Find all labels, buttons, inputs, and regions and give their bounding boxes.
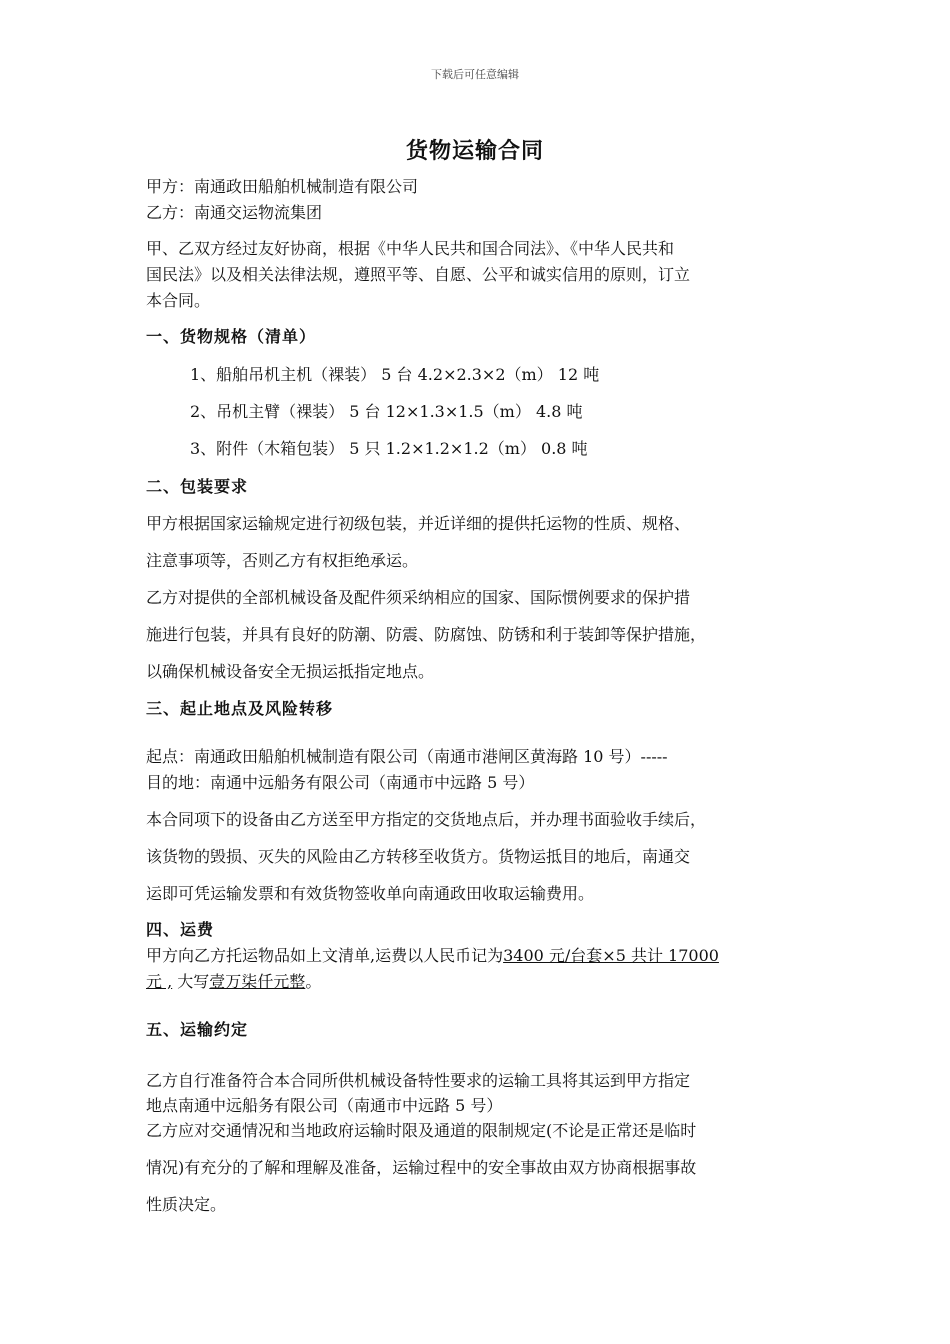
risk-line: 该货物的毁损、灭失的风险由乙方转移至收货方。货物运抵目的地后，南通交 xyxy=(146,847,691,866)
goods-item: 2、吊机主臂（裸装） 5 台 12×1.3×1.5（m） 4.8 吨 xyxy=(190,402,583,421)
transport-line: 性质决定。 xyxy=(146,1195,227,1214)
location-line: 起点：南通政田船舶机械制造有限公司（南通市港闸区黄海路 10 号）----- xyxy=(146,747,668,766)
transport-line: 地点南通中远船务有限公司（南通市中远路 5 号） xyxy=(146,1096,503,1115)
freight-line xyxy=(146,970,321,994)
freight-text: 甲方向乙方托运物品如上文清单,运费以人民币记为 xyxy=(146,946,504,965)
page-header: 下载后可任意编辑 xyxy=(431,68,519,81)
packaging-line: 甲方根据国家运输规定进行初级包装，并近详细的提供托运物的性质、规格、 xyxy=(146,514,691,533)
section-heading-transport: 五、运输约定 xyxy=(146,1020,249,1039)
transport-line: 情况)有充分的了解和理解及准备，运输过程中的安全事故由双方协商根据事故 xyxy=(146,1158,697,1177)
party-a: 甲方：南通政田船舶机械制造有限公司 xyxy=(146,177,419,196)
goods-item: 3、附件（木箱包装） 5 只 1.2×1.2×1.2（m） 0.8 吨 xyxy=(190,439,588,458)
freight-text: 大写 xyxy=(177,972,210,991)
section-heading-packaging: 二、包装要求 xyxy=(146,477,249,496)
transport-line: 乙方自行准备符合本合同所供机械设备特性要求的运输工具将其运到甲方指定 xyxy=(146,1071,691,1090)
party-b: 乙方：南通交运物流集团 xyxy=(146,203,323,222)
freight-amount-cont: 元 , xyxy=(146,972,173,991)
intro-line: 本合同。 xyxy=(146,291,211,310)
intro-line: 国民法》以及相关法律法规，遵照平等、自愿、公平和诚实信用的原则，订立 xyxy=(146,265,691,284)
freight-amount: 3400 元/台套×5 共计 17000 xyxy=(503,946,719,965)
contract-title: 货物运输合同 xyxy=(405,139,544,164)
freight-text: 。 xyxy=(305,972,322,991)
transport-line: 乙方应对交通情况和当地政府运输时限及通道的限制规定(不论是正常还是临时 xyxy=(146,1121,697,1140)
section-heading-locations: 三、起止地点及风险转移 xyxy=(146,699,334,718)
risk-line: 本合同项下的设备由乙方送至甲方指定的交货地点后，并办理书面验收手续后， xyxy=(146,810,707,829)
goods-item: 1、船舶吊机主机（裸装） 5 台 4.2×2.3×2（m） 12 吨 xyxy=(190,365,600,384)
packaging-line: 以确保机械设备安全无损运抵指定地点。 xyxy=(146,662,435,681)
intro-line: 甲、乙双方经过友好协商，根据《中华人民共和国合同法》、《中华人民共和 xyxy=(146,239,675,258)
section-heading-goods: 一、货物规格（清单） xyxy=(146,327,317,346)
location-line: 目的地：南通中远船务有限公司（南通市中远路 5 号） xyxy=(146,773,535,792)
freight-line xyxy=(146,944,719,968)
risk-line: 运即可凭运输发票和有效货物签收单向南通政田收取运输费用。 xyxy=(146,884,595,903)
section-heading-freight: 四、运费 xyxy=(146,920,215,939)
packaging-line: 施进行包装，并具有良好的防潮、防震、防腐蚀、防锈和利于装卸等保护措施， xyxy=(146,625,707,644)
freight-amount-words: 壹万柒仟元整 xyxy=(209,972,306,991)
packaging-line: 注意事项等，否则乙方有权拒绝承运。 xyxy=(146,551,419,570)
packaging-line: 乙方对提供的全部机械设备及配件须采纳相应的国家、国际惯例要求的保护措 xyxy=(146,588,691,607)
